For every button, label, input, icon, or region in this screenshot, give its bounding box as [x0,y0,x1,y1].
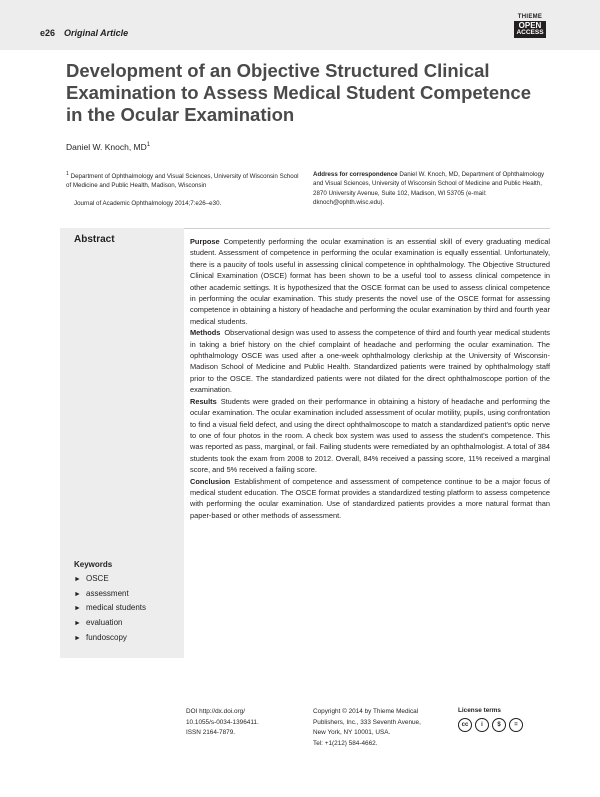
affiliation-text: Department of Ophthalmology and Visual Sciences, University of Wisconsin School of Medicine and Public Health, Madison, Wisconsin [66,173,299,190]
arrow-icon: ► [74,605,81,613]
journal-reference: Journal of Academic Ophthalmology 2014;7:e26–e30. [74,200,222,207]
author-line [66,142,150,152]
license-terms-label: License terms [458,707,501,714]
affiliation [66,170,302,190]
header-band [0,0,600,50]
section-label: Methods [190,328,221,338]
keyword-item [74,616,146,631]
abstract-section-conclusion [190,476,550,522]
attribution-icon: i [475,718,489,732]
keyword-item [74,572,146,587]
keyword-label: assessment [86,588,129,598]
section-label: Conclusion [190,476,231,486]
section-text: Competently performing the ocular examination is an essential skill of every graduating medical student. Assessment of competence in performing the ocular examination is equally essential. Unfortunately, there is a paucity of tools useful in assessing clinical competence in ophthalmology. The Objective Structured Clinical Examination (OSCE) format has been shown to be a useful tool to assess clinical competence in other academic settings. It is hypothesized that the OSCE format can be used to assess clinical competence in performing the ocular examination. This study presents the novel use of the OSCE format for assessing competence in obtaining a history of headache and performing the ocular examination by third and fourth year medical students. [190,237,550,326]
noderivatives-icon: = [509,718,523,732]
arrow-icon: ► [74,620,81,628]
section-label: Original Article [64,28,129,38]
keyword-item [74,601,146,616]
copyright-line: Tel: +1(212) 584-4662. [313,739,378,747]
license-icons [458,718,523,732]
abstract-body [190,236,550,521]
section-text: Observational design was used to assess the competence of third and fourth year medical students in taking a brief history on the chief complaint of headache and performing the ocular examination. The ophthalmology OSCE was used after a one-week ophthalmology clerkship at the University of Wisconsin-Madison School of Medicine and Public Health. Standardized patients were trained by ophthalmology staff prior to the OSCE. The standardized patients were not dilated for the direct ophthalmoscope portion of the examination. [190,328,550,395]
doi-line: DOI http://dx.doi.org/ [186,708,245,715]
divider [184,228,550,229]
keyword-label: OSCE [86,573,109,583]
copyright-line: Publishers, Inc., 333 Seventh Avenue, [313,718,421,726]
section-text: Establishment of competence and assessment of competence continue to be a major focus of medical student education. The OSCE format provides a standardized testing platform to assess competence with performing the ocular examination. Use of standardized patients provides a more natural format than paper-based or other methods of assessment. [190,476,550,520]
abstract-section-methods [190,327,550,395]
correspondence-address [313,170,553,207]
logo-line-1: THIEME [517,14,543,20]
keywords-heading: Keywords [74,560,113,569]
arrow-icon: ► [74,634,81,642]
logo-line-2: OPEN [514,21,546,30]
section-text: Students were graded on their performance in obtaining a history of headache and performing the ocular examination. The ocular examination included assessment of ocular motility, pupils, using confrontation to find a visual field defect, and using the direct ophthalmoscope to match a standardized patient's optic nerve to one of four photos in the room. A check box system was used to assess the student's competence. This was reported as pass, marginal, or fail. Failing students were remediated by an ophthalmologist. A total of 384 students took the exam from 2008 to 2012. Overall, 84% received a passing score, 11% received a marginal score, and 5% received a failing score. [190,396,550,475]
copyright-block [313,707,443,749]
arrow-icon: ► [74,590,81,598]
page-number: e26 [40,28,56,38]
arrow-icon: ► [74,575,81,583]
copyright-line: Copyright © 2014 by Thieme Medical [313,708,419,715]
thieme-open-access-logo [514,14,546,38]
keyword-item [74,631,146,646]
author-sup: 1 [146,142,151,149]
abstract-section-results [190,396,550,476]
abstract-section-purpose [190,236,550,327]
doi-line: 10.1055/s-0034-1396411. [186,718,259,726]
section-label: Purpose [190,237,220,246]
author-name: Daniel W. Knoch, MD [66,142,147,152]
copyright-line: New York, NY 10001, USA. [313,729,391,736]
address-text: Daniel W. Knoch, MD, Department of Ophthalmology and Visual Sciences, University of Wisconsin School of Medicine and Public Health, 2870 University Avenue, Suite 102, Madison, WI 53705 (e-mail: dknoch@ophth.wisc.edu). [313,171,545,206]
affiliation-sup: 1 [66,171,69,177]
issn-line: ISSN 2164-7879. [186,729,236,736]
keyword-label: evaluation [86,618,123,628]
abstract-heading: Abstract [74,234,115,245]
creative-commons-icon: cc [458,718,472,732]
keyword-item [74,587,146,602]
article-title: Development of an Objective Structured Clinical Examination to Assess Medical Student Competence in the Ocular Examination [66,60,532,125]
keyword-label: medical students [86,603,147,613]
keywords-list [74,558,146,646]
logo-line-3: ACCESS [514,30,546,38]
section-label: Results [190,396,217,406]
address-label: Address for correspondence [313,171,398,178]
keyword-label: fundoscopy [86,632,127,642]
doi-block [186,707,259,739]
noncommercial-icon: $ [492,718,506,732]
